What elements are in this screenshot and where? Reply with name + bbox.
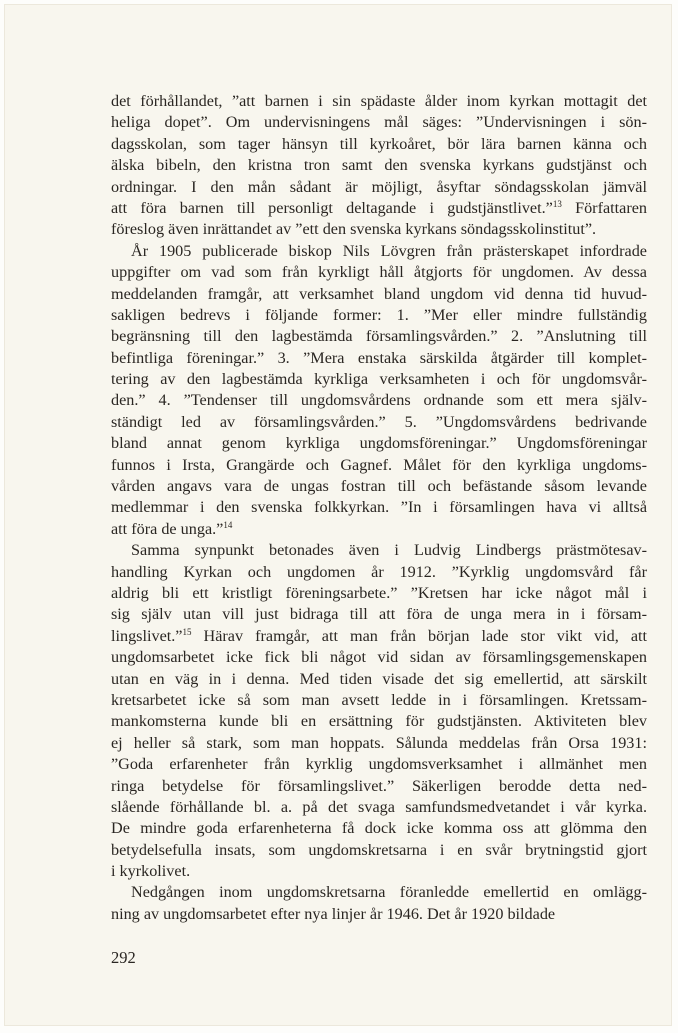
text-line	[111, 91, 647, 112]
text-segment: sakligen bedrevs i följande former: 1. ”Mer eller mindre fullständig	[111, 305, 647, 324]
text-segment: begränsning till den lagbestämda församlingsvården.” 2. ”Anslutning till	[111, 327, 647, 346]
text-segment: heliga dopet”. Om undervisningens mål säges: ”Undervisningen i sön-	[111, 113, 647, 132]
footnote-marker: 15	[182, 626, 192, 637]
text-line	[111, 241, 647, 262]
text-line	[111, 797, 647, 818]
text-segment: aldrig bli ett kristligt föreningsarbete.” ”Kretsen har icke något mål i	[111, 583, 647, 602]
text-segment: meddelanden framgår, att verksamhet bland ungdom vid denna tid huvud-	[111, 284, 647, 303]
text-segment: Författaren	[561, 198, 647, 217]
text-line	[111, 155, 647, 176]
text-line	[111, 754, 647, 775]
text-segment: medlemmar i den svenska folkkyrkan. ”In i församlingen hava vi alltså	[111, 498, 647, 517]
text-segment: den.” 4. ”Tendenser till ungdomsvårdens ordnande som ett mera själv-	[111, 391, 647, 410]
text-line	[111, 861, 647, 882]
text-line	[111, 455, 647, 476]
text-segment: ordningar. I den mån sådant är möjligt, åsyftar söndagsskolan jämväl	[111, 177, 647, 196]
text-segment: handling Kyrkan och ungdomen år 1912. ”Kyrklig ungdomsvård får	[111, 562, 647, 581]
text-line	[111, 305, 647, 326]
text-segment: befintliga föreningar.” 3. ”Mera enstaka särskilda åtgärder till komplet-	[111, 348, 647, 367]
text-segment: slående förhållande bl. a. på det svaga samfundsmedvetandet i vår kyrka.	[111, 797, 647, 816]
text-segment: ringa betydelse för församlingslivet.” Säkerligen berodde detta ned-	[111, 776, 647, 795]
text-line	[111, 412, 647, 433]
text-segment: uppgifter om vad som från kyrkligt håll åtgjorts för ungdomen. Av dessa	[111, 263, 647, 282]
text-segment: ning av ungdomsarbetet efter nya linjer år 1946. Det år 1920 bildade	[111, 904, 556, 923]
text-segment: föreslog även inrättandet av ”ett den svenska kyrkans söndagsskolinstitut”.	[111, 220, 597, 239]
text-segment: Härav framgår, att man från början lade stor vikt vid, att	[191, 626, 647, 645]
text-segment: betydelsefulla insats, som ungdomskretsarna i en svår brytningstid gjort	[111, 840, 647, 859]
text-segment: funnos i Irsta, Grangärde och Gagnef. Målet för den kyrkliga ungdoms-	[111, 455, 647, 474]
text-segment: ungdomsarbetet icke fick bli något vid sidan av församlingsgemenskapen	[111, 648, 647, 667]
text-segment: utan en väg in i denna. Med tiden visade det sig emellertid, att särskilt	[111, 669, 647, 688]
text-segment: lingslivet.”	[111, 626, 183, 645]
text-line	[111, 134, 647, 155]
text-segment: ständigt led av församlingsvården.” 5. ”Ungdomsvårdens bedrivande	[111, 412, 647, 431]
text-line	[111, 497, 647, 518]
text-segment: kretsarbetet icke så som man avsett ledde in i församlingen. Kretssam-	[111, 690, 647, 709]
footnote-marker: 14	[223, 519, 233, 530]
text-line	[111, 711, 647, 732]
text-segment: älska bibeln, den kristna tron samt den svenska kyrkans gudstjänst och	[111, 156, 647, 175]
text-line	[111, 476, 647, 497]
text-line	[111, 540, 647, 561]
text-segment: sig själv utan vill just bidraga till att föra de unga mera in i försam-	[111, 605, 647, 624]
text-line	[111, 262, 647, 283]
text-line	[111, 882, 647, 903]
text-segment: dagsskolan, som tager hänsyn till kyrkoåret, bör lära barnen känna och	[111, 134, 647, 153]
text-line	[111, 690, 647, 711]
text-line	[111, 177, 647, 198]
text-line	[111, 219, 647, 240]
text-line	[111, 284, 647, 305]
text-segment: bland annat genom kyrkliga ungdomsföreningar.” Ungdomsföreningar	[111, 434, 647, 453]
text-segment: ”Goda erfarenheter från kyrklig ungdomsverksamhet i allmänhet men	[111, 755, 647, 774]
text-segment: i kyrkolivet.	[111, 862, 191, 881]
text-line	[111, 776, 647, 797]
text-segment: att föra barnen till personligt deltagande i gudstjänstlivet.”	[111, 198, 553, 217]
text-line	[111, 818, 647, 839]
text-line	[111, 112, 647, 133]
text-line	[111, 733, 647, 754]
text-line	[111, 904, 647, 925]
text-segment: Nedgången inom ungdomskretsarna föranledde emellertid en omlägg-	[131, 883, 647, 902]
text-line	[111, 604, 647, 625]
text-segment: det förhållandet, ”att barnen i sin spädaste ålder inom kyrkan mottagit det	[111, 92, 647, 110]
text-line	[111, 433, 647, 454]
book-page	[4, 4, 672, 1026]
footnote-marker: 13	[552, 198, 562, 209]
text-segment: År 1905 publicerade biskop Nils Lövgren från prästerskapet infordrade	[131, 241, 647, 260]
text-segment: tering av den lagbestämda kyrkliga verksamheten i och för ungdomsvår-	[111, 370, 647, 389]
text-segment: att föra de unga.”	[111, 519, 224, 538]
text-segment: ej heller så stark, som man hoppats. Sålunda meddelas från Orsa 1931:	[111, 733, 647, 752]
text-line	[111, 840, 647, 861]
page-number: 292	[111, 948, 136, 967]
text-line	[111, 583, 647, 604]
text-segment: Samma synpunkt betonades även i Ludvig Lindbergs prästmötesav-	[131, 541, 647, 560]
text-segment: De mindre goda erfarenheterna få dock icke komma oss att glömma den	[111, 819, 647, 838]
text-segment: vården angavs vara de ungas fostran till och befästande såsom levande	[111, 477, 647, 496]
text-line	[111, 326, 647, 347]
text-line	[111, 390, 647, 411]
text-line	[111, 348, 647, 369]
text-line	[111, 669, 647, 690]
text-line	[111, 562, 647, 583]
text-line	[111, 519, 647, 540]
text-line	[111, 198, 647, 219]
text-line	[111, 626, 647, 647]
text-line	[111, 369, 647, 390]
text-segment: mankomsterna kunde bli en ersättning för gudstjänsten. Aktiviteten blev	[111, 712, 647, 731]
text-line	[111, 647, 647, 668]
body-text	[111, 91, 647, 925]
